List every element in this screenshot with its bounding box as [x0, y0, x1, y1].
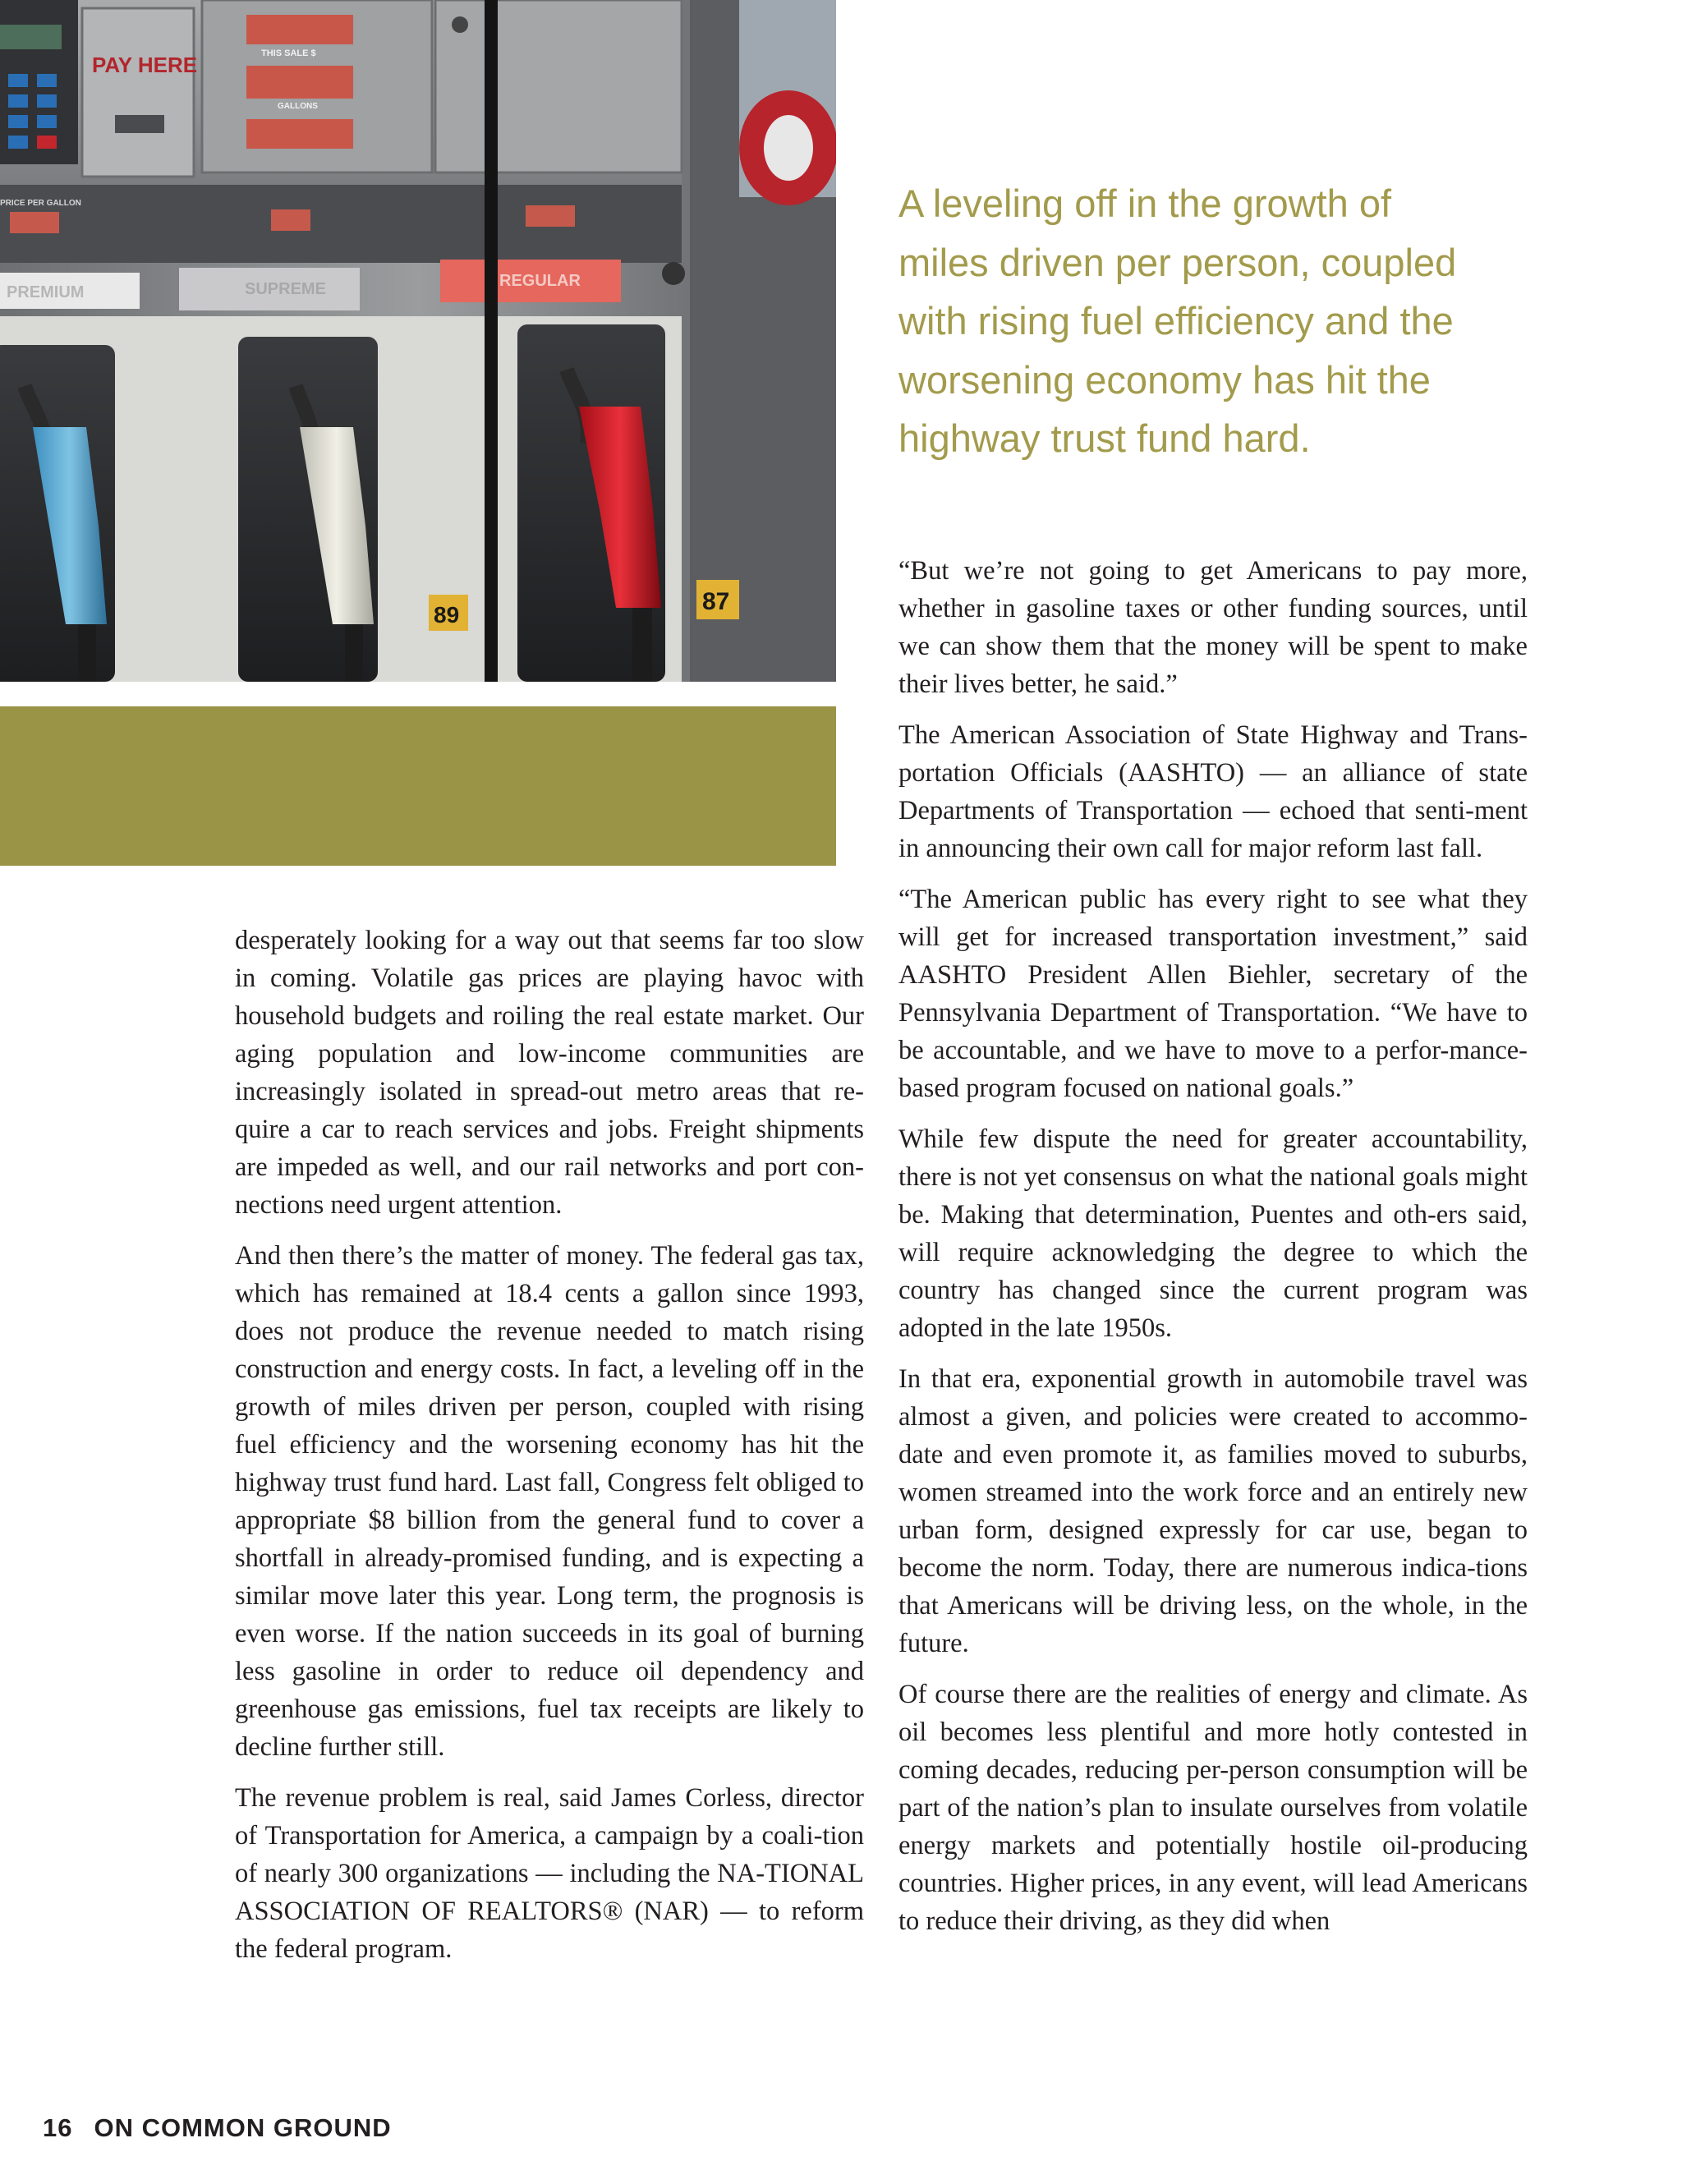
body-paragraph: The revenue problem is real, said James Corless, director of Transportation for America, a campaign by a coali-tion of nearly 300 organizations — including the NA-TIONAL ASSOCIATION OF REALTORS® (NAR) — to reform the federal program. [235, 1783, 864, 1964]
pull-quote [898, 174, 1556, 468]
pull-quote-line: highway trust fund hard. [898, 416, 1311, 460]
olive-color-band [0, 706, 836, 866]
price-per-gallon-label: PRICE PER GALLON [0, 199, 81, 208]
pay-here-label: PAY HERE [92, 53, 198, 77]
body-paragraph: “But we’re not going to get Americans to pay more, whether in gasoline taxes or other funding sources, until we can show them that the money will be spent to make their lives better, he said.” [898, 556, 1528, 699]
gallons-label: GALLONS [278, 102, 318, 111]
octane-89-label: 89 [434, 602, 460, 628]
body-paragraph: The American Association of State Highway and Trans-portation Officials (AASHTO) — an alliance of state Departments of Transportation — echoed that senti-ment in announcing their own call for major reform last fall. [898, 720, 1528, 863]
pull-quote-line: A leveling off in the growth of [898, 182, 1392, 225]
octane-87-label: 87 [702, 588, 730, 615]
grade-regular-label: REGULAR [499, 272, 581, 290]
pull-quote-line: worsening economy has hit the [898, 357, 1431, 402]
body-paragraph: While few dispute the need for greater accountability, there is not yet consensus on what the national goals might be. Making that determination, Puentes and oth-ers said, will require acknowledging the degree to which the country has changed since the current program was adopted in the late 1950s. [898, 1124, 1528, 1343]
gas-pump-photo [0, 0, 836, 682]
pull-quote-line: miles driven per person, coupled [898, 240, 1457, 284]
pull-quote-line: with rising fuel efficiency and the [898, 299, 1454, 343]
this-sale-label: THIS SALE $ [261, 48, 316, 58]
right-text-column [898, 552, 1528, 1953]
page-number: 16 [43, 2113, 73, 2142]
body-paragraph: In that era, exponential growth in automobile travel was almost a given, and policies were created to accommo-date and even promote it, as families moved to suburbs, women streamed into the work force and an entirely new urban form, designed expressly for car use, began to become the norm. Today, there are numerous indica-tions that Americans will be driving less, on the whole, in the future. [898, 1364, 1528, 1658]
publication-name: ON COMMON GROUND [94, 2113, 392, 2142]
body-paragraph: “The American public has every right to see what they will get for increased transportation investment,” said AASHTO President Allen Biehler, secretary of the Pennsylvania Department of Transportation. “We have to be accountable, and we have to move to a perfor-mance-based program focused on national goals.” [898, 885, 1528, 1103]
page-footer [43, 2113, 392, 2143]
left-text-column [235, 922, 864, 1981]
body-paragraph: And then there’s the matter of money. The federal gas tax, which has remained at 18.4 cents a gallon since 1993, does not produce the revenue needed to match rising construction and energy costs. In fact, a leveling off in the growth of miles driven per person, coupled with rising fuel efficiency and the worsening economy has hit the highway trust fund hard. Last fall, Congress felt obliged to appropriate $8 billion from the general fund to cover a shortfall in already-promised funding, and is expecting a similar move later this year. Long term, the prognosis is even worse. If the nation succeeds in its goal of burning less gasoline in order to reduce oil dependency and greenhouse gas emissions, fuel tax receipts are likely to decline further still. [235, 1241, 864, 1762]
grade-supreme-label: SUPREME [245, 280, 326, 298]
body-paragraph: desperately looking for a way out that seems far too slow in coming. Volatile gas prices are playing havoc with household budgets and roiling the real estate market. Our aging population and low-income communities are increasingly isolated in spread-out metro areas that re-quire a car to reach services and jobs. Freight shipments are impeded as well, and our rail networks and port con-nections need urgent attention. [235, 926, 864, 1220]
grade-premium-label: PREMIUM [7, 283, 85, 301]
body-paragraph: Of course there are the realities of energy and climate. As oil becomes less plentiful and more hotly contested in coming decades, reducing per-person consumption will be part of the nation’s plan to insulate ourselves from volatile energy markets and potentially hostile oil-producing countries. Higher prices, in any event, will lead Americans to reduce their driving, as they did when [898, 1680, 1528, 1936]
